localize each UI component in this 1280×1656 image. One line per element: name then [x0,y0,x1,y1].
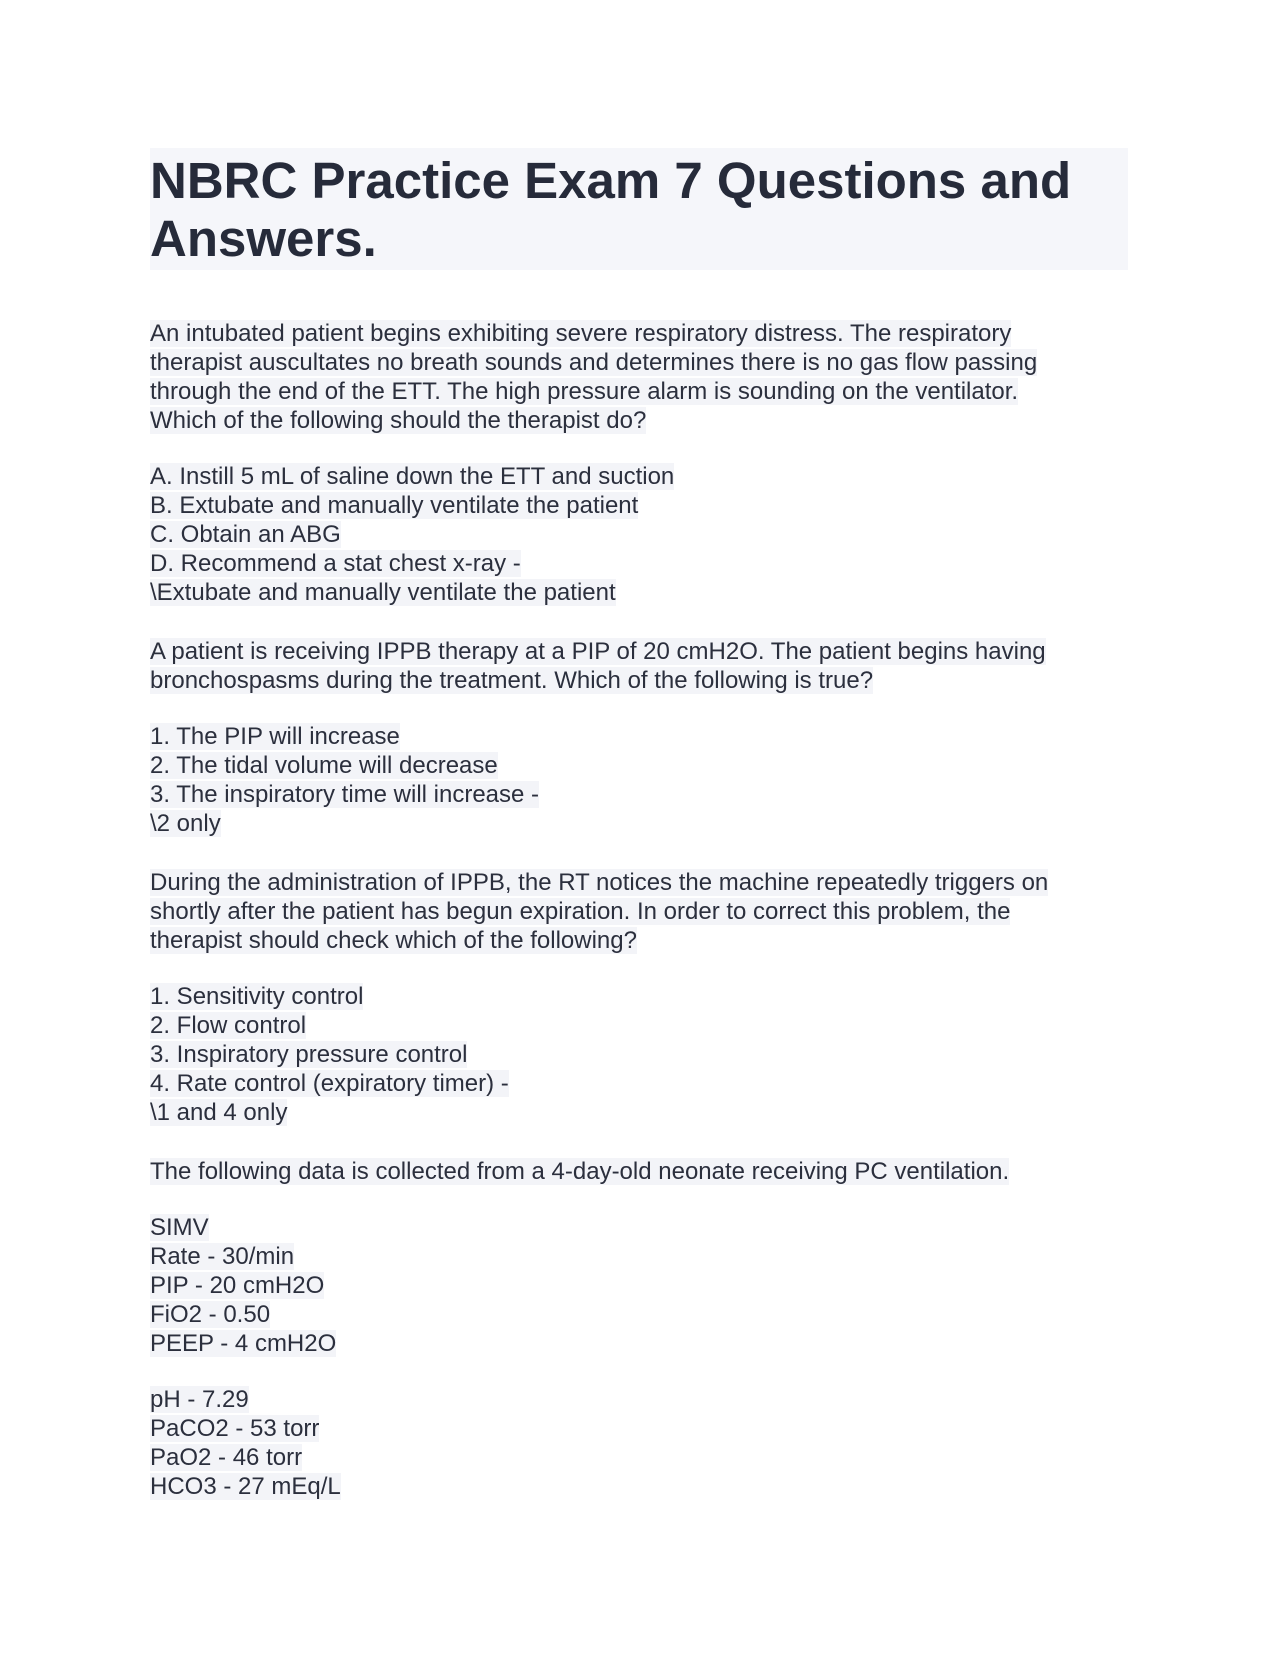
abg-line: pH - 7.29 [150,1386,249,1413]
setting-line: FiO2 - 0.50 [150,1301,271,1328]
stem-line: An intubated patient begins exhibiting severe respiratory distress. The respiratory [150,320,1012,347]
question-2-stem [150,637,1128,695]
question-1-stem [150,319,1128,435]
option-line: 2. Flow control [150,1012,307,1039]
option-line: B. Extubate and manually ventilate the patient [150,492,639,519]
question-1-options [150,462,1128,607]
option-line: C. Obtain an ABG [150,521,341,548]
ventilator-settings [150,1213,1128,1358]
stem-line: bronchospasms during the treatment. Which of the following is true? [150,667,874,694]
answer-line: \1 and 4 only [150,1099,288,1126]
stem-line: shortly after the patient has begun expiration. In order to correct this problem, the [150,898,1011,925]
abg-line: PaO2 - 46 torr [150,1444,303,1471]
stem-line: During the administration of IPPB, the RT notices the machine repeatedly triggers on [150,869,1049,896]
answer-line: \Extubate and manually ventilate the patient [150,579,616,606]
answer-line: \2 only [150,810,221,837]
setting-line: Rate - 30/min [150,1243,295,1270]
stem-line: therapist auscultates no breath sounds and determines there is no gas flow passing [150,349,1038,376]
question-2-options [150,722,1128,838]
stem-line: therapist should check which of the following? [150,927,637,954]
option-line: 4. Rate control (expiratory timer) - [150,1070,509,1097]
abg-line: PaCO2 - 53 torr [150,1415,320,1442]
setting-line: SIMV [150,1214,209,1241]
option-line: 2. The tidal volume will decrease [150,752,498,779]
document-title: NBRC Practice Exam 7 Questions and Answers. [150,148,1128,270]
question-3-stem [150,868,1128,955]
stem-line: Which of the following should the therapist do? [150,407,647,434]
setting-line: PEEP - 4 cmH2O [150,1330,337,1357]
stem-line: The following data is collected from a 4-day-old neonate receiving PC ventilation. [150,1158,1010,1185]
stem-line: A patient is receiving IPPB therapy at a PIP of 20 cmH2O. The patient begins having [150,638,1046,665]
option-line: A. Instill 5 mL of saline down the ETT and suction [150,463,675,490]
document-page [150,148,1128,1501]
question-3-options [150,982,1128,1127]
setting-line: PIP - 20 cmH2O [150,1272,325,1299]
option-line: D. Recommend a stat chest x-ray - [150,550,521,577]
option-line: 3. Inspiratory pressure control [150,1041,468,1068]
option-line: 1. The PIP will increase [150,723,400,750]
question-4-stem [150,1157,1128,1186]
option-line: 3. The inspiratory time will increase - [150,781,540,808]
blood-gas-values [150,1385,1128,1501]
option-line: 1. Sensitivity control [150,983,364,1010]
abg-line: HCO3 - 27 mEq/L [150,1473,341,1500]
stem-line: through the end of the ETT. The high pressure alarm is sounding on the ventilator. [150,378,1019,405]
